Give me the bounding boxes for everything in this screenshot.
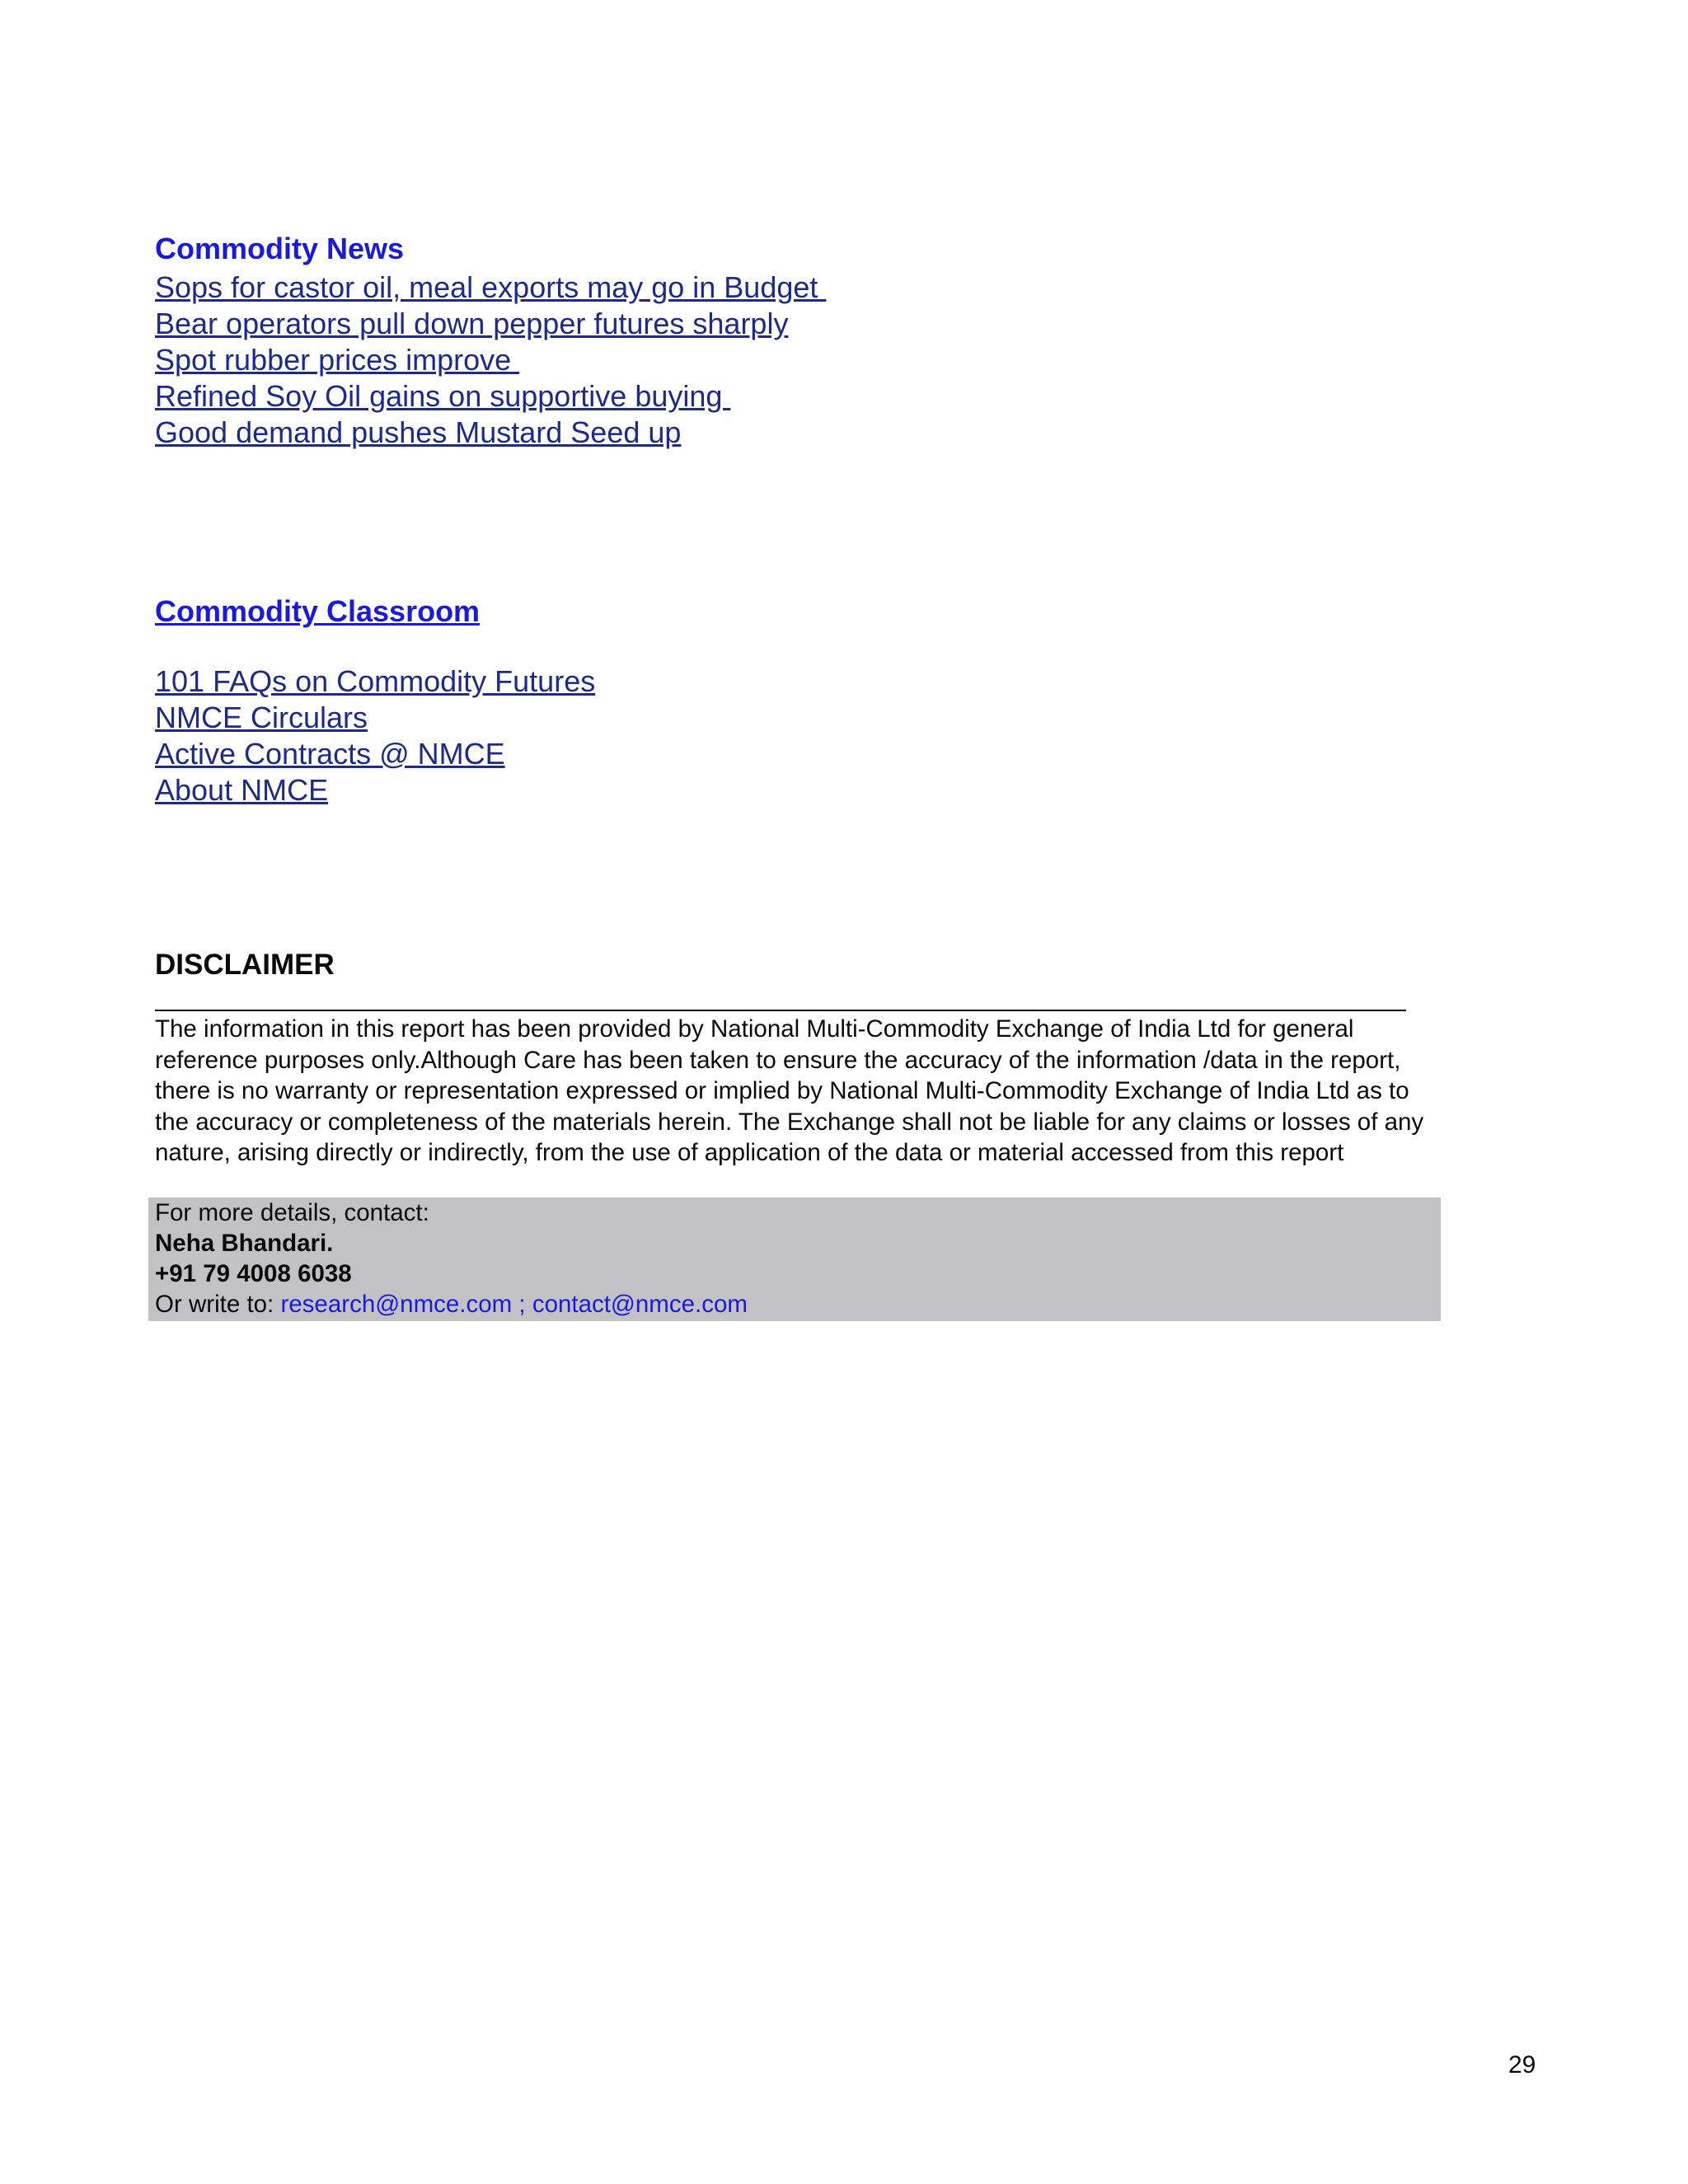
- contact-name: Neha Bhandari.: [155, 1230, 334, 1257]
- write-to-label: Or write to:: [155, 1291, 281, 1318]
- commodity-classroom-heading[interactable]: Commodity Classroom: [155, 594, 481, 628]
- list-item: [155, 736, 595, 772]
- list-item: [155, 342, 826, 378]
- commodity-classroom-list: [155, 663, 595, 808]
- contact-box: [148, 1197, 1441, 1321]
- disclaimer-divider: [155, 1010, 1406, 1011]
- list-item: [155, 700, 595, 736]
- disclaimer-heading: DISCLAIMER: [155, 949, 335, 981]
- commodity-news-list: [155, 269, 826, 451]
- news-link-mustard-seed[interactable]: Good demand pushes Mustard Seed up: [155, 415, 682, 449]
- contact-write-line: [155, 1289, 748, 1320]
- news-link-spot-rubber[interactable]: Spot rubber prices improve: [155, 343, 520, 377]
- news-link-pepper-futures[interactable]: Bear operators pull down pepper futures sharply: [155, 307, 789, 340]
- classroom-link-faqs[interactable]: 101 FAQs on Commodity Futures: [155, 664, 596, 698]
- news-link-refined-soy-oil[interactable]: Refined Soy Oil gains on supportive buying: [155, 379, 731, 413]
- disclaimer-text: The information in this report has been provided by National Multi-Commodity Exchange of India Ltd for general reference purposes only.Although Care has been taken to ensure the accuracy of the information /data in the report, there is no warranty or representation expressed or implied by National Multi-Commodity Exchange of India Ltd as to the accuracy or completeness of the materials herein. The Exchange shall not be liable for any claims or losses of any nature, arising directly or indirectly, from the use of application of the data or material accessed from this report: [155, 1015, 1424, 1166]
- list-item: [155, 306, 826, 342]
- list-item: [155, 269, 826, 306]
- contact-phone: +91 79 4008 6038: [155, 1260, 352, 1287]
- contact-intro: For more details, contact:: [155, 1199, 429, 1226]
- list-item: [155, 663, 595, 700]
- commodity-news-heading: Commodity News: [155, 232, 405, 265]
- list-item: [155, 378, 826, 415]
- page-number: 29: [1508, 2051, 1536, 2079]
- classroom-link-active-contracts[interactable]: Active Contracts @ NMCE: [155, 737, 505, 771]
- classroom-link-about-nmce[interactable]: About NMCE: [155, 773, 329, 807]
- contact-email-links[interactable]: research@nmce.com ; contact@nmce.com: [280, 1291, 748, 1318]
- news-link-castor-oil[interactable]: Sops for castor oil, meal exports may go in Budget: [155, 270, 827, 304]
- classroom-link-circulars[interactable]: NMCE Circulars: [155, 701, 368, 734]
- list-item: [155, 772, 595, 808]
- list-item: [155, 415, 826, 451]
